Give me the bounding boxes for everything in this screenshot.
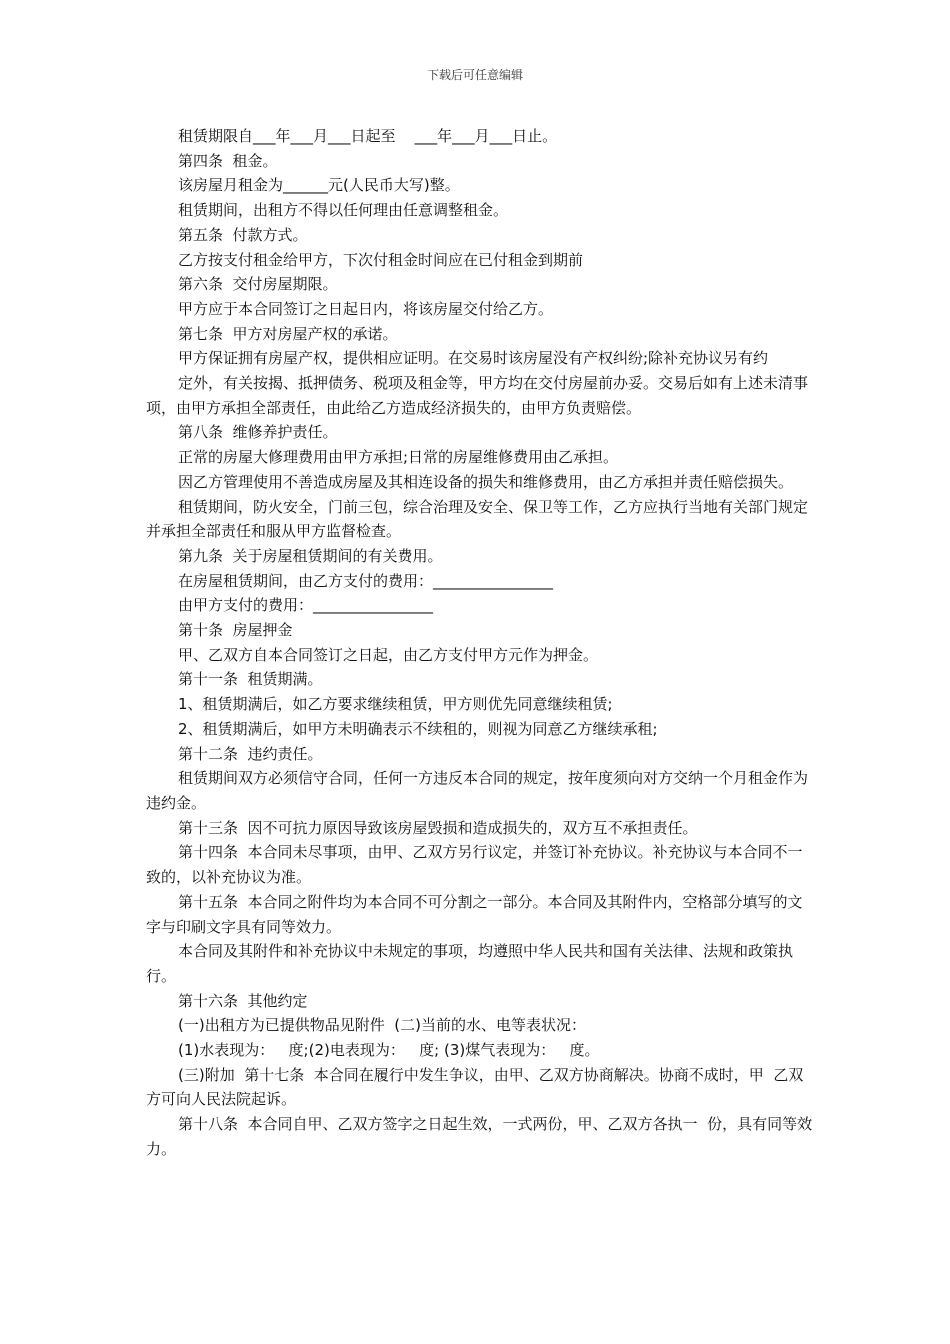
document-body	[146, 124, 816, 1162]
paragraph: 正常的房屋大修理费用由甲方承担;日常的房屋维修费用由乙承担。	[178, 448, 619, 467]
paragraph: 第八条 维修养护责任。	[178, 423, 338, 442]
paragraph: 第七条 甲方对房屋产权的承诺。	[178, 324, 398, 343]
paragraph: (一)出租方为已提供物品见附件 (二)当前的水、电等表状况：	[178, 1016, 586, 1035]
paragraph: 第十五条 本合同之附件均为本合同不可分割之一部分。本合同及其附件内，空格部分填写的文字与印刷文字具有同等效力。	[146, 892, 803, 936]
paragraph: (1)水表现为： 度;(2)电表现为： 度; (3)煤气表现为： 度。	[178, 1041, 600, 1060]
paragraph: 由甲方支付的费用：________________	[178, 596, 434, 615]
paragraph: 定外，有关按揭、抵押债务、税项及租金等，甲方均在交付房屋前办妥。交易后如有上述未清事项，由甲方承担全部责任，由此给乙方造成经济损失的，由甲方负责赔偿。	[146, 374, 809, 417]
paragraph: 第五条 付款方式。	[178, 225, 308, 244]
paragraph: 本合同及其附件和补充协议中未规定的事项，均遵照中华人民共和国有关法律、法规和政策执行。	[146, 942, 794, 985]
paragraph: 租赁期间，防火安全，门前三包，综合治理及安全、保卫等工作，乙方应执行当地有关部门规定并承担全部责任和服从甲方监督检查。	[146, 497, 809, 541]
paragraph: 租赁期间，出租方不得以任何理由任意调整租金。	[178, 201, 509, 220]
paragraph: 第十一条 租赁期满。	[178, 670, 323, 689]
paragraph: 第十二条 违约责任。	[178, 744, 323, 763]
paragraph: 甲、乙双方自本合同签订之日起，由乙方支付甲方元作为押金。	[178, 645, 599, 664]
paragraph: 第十四条 本合同未尽事项，由甲、乙双方另行议定，并签订补充协议。补充协议与本合同不一致的，以补充协议为准。	[146, 843, 803, 887]
paragraph: 乙方按支付租金给甲方，下次付租金时间应在已付租金到期前	[178, 250, 584, 269]
paragraph: 甲方应于本合同签订之日起日内，将该房屋交付给乙方。	[178, 299, 554, 318]
paragraph: 甲方保证拥有房屋产权，提供相应证明。在交易时该房屋没有产权纠纷;除补充协议另有约	[178, 349, 769, 368]
paragraph: (三)附加 第十七条 本合同在履行中发生争议，由甲、乙双方协商解决。协商不成时，甲 乙双方可向人民法院起诉。	[146, 1065, 804, 1109]
paragraph: 第十六条 其他约定	[178, 991, 308, 1010]
paragraph: 因乙方管理使用不善造成房屋及其相连设备的损失和维修费用，由乙方承担并责任赔偿损失。	[178, 472, 794, 491]
paragraph: 2、租赁期满后，如甲方未明确表示不续租的，则视为同意乙方继续承租;	[178, 719, 658, 738]
paragraph: 1、租赁期满后，如乙方要求继续租赁，甲方则优先同意继续租赁;	[178, 695, 613, 714]
paragraph: 第十条 房屋押金	[178, 621, 293, 640]
paragraph: 租赁期间双方必须信守合同，任何一方违反本合同的规定，按年度须向对方交纳一个月租金作为违约金。	[146, 769, 809, 812]
paragraph: 第四条 租金。	[178, 151, 278, 170]
paragraph: 第九条 关于房屋租赁期间的有关费用。	[178, 546, 443, 565]
paragraph: 租赁期限自___年___月___日起至 ___年___月___日止。	[178, 127, 558, 145]
page-header: 下载后可任意编辑	[426, 68, 523, 82]
paragraph: 第十八条 本合同自甲、乙双方签字之日起生效，一式两份，甲、乙双方各执一 份，具有同等效力。	[146, 1115, 813, 1158]
paragraph: 第六条 交付房屋期限。	[178, 275, 338, 294]
paragraph: 在房屋租赁期间，由乙方支付的费用：________________	[178, 571, 554, 590]
paragraph: 该房屋月租金为______元(人民币大写)整。	[178, 176, 460, 195]
paragraph: 第十三条 因不可抗力原因导致该房屋毁损和造成损失的，双方互不承担责任。	[178, 818, 698, 837]
